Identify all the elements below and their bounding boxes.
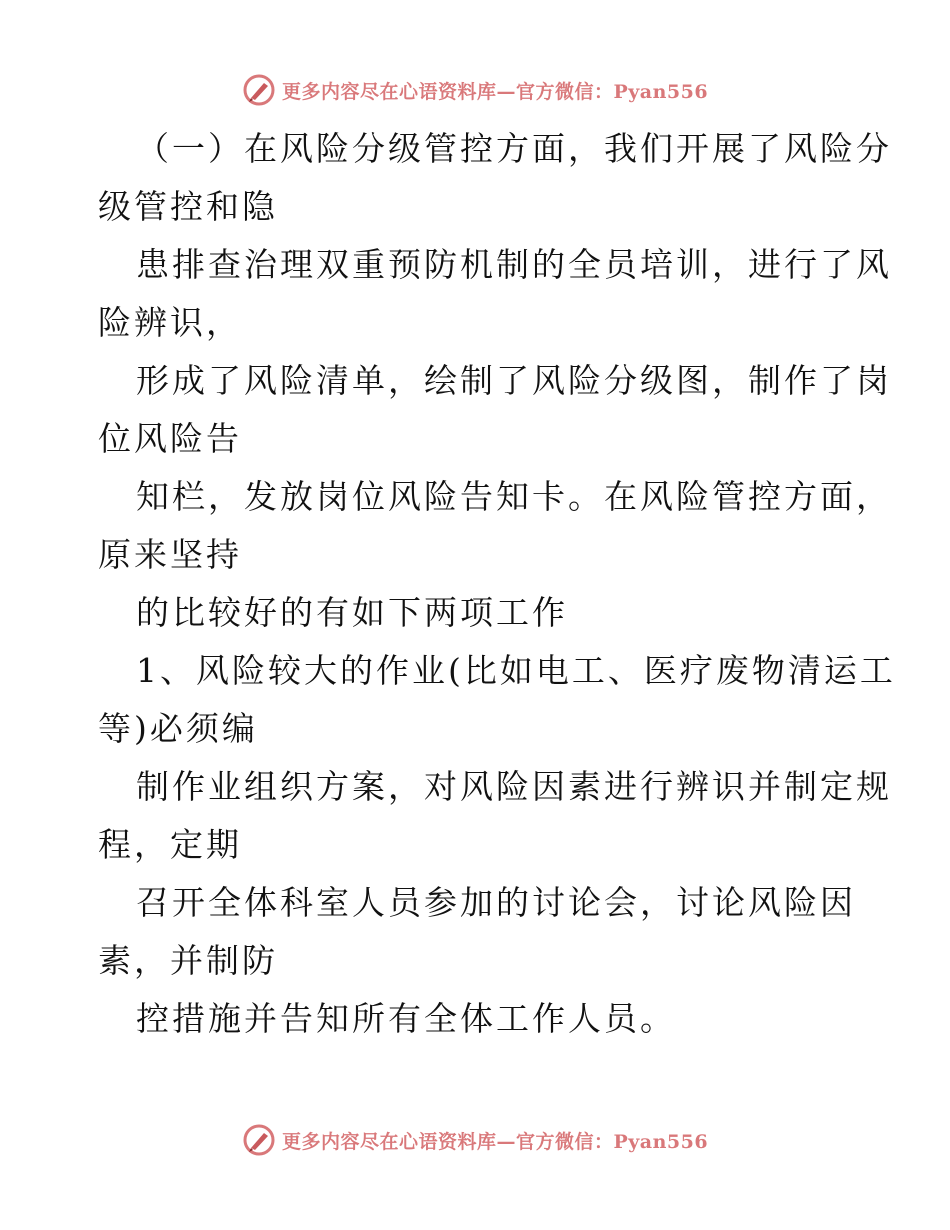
document-body — [98, 120, 896, 1048]
header-watermark — [0, 70, 950, 110]
body-line: 患排查治理双重预防机制的全员培训，进行了风 — [136, 245, 892, 284]
body-line: 位风险告 — [98, 419, 242, 458]
body-line: 召开全体科室人员参加的讨论会，讨论风险因 — [136, 883, 856, 922]
pen-logo-icon — [242, 73, 276, 107]
body-line: 1、风险较大的作业(比如电工、医疗废物清运工 — [136, 651, 896, 690]
body-line: 制作业组织方案，对风险因素进行辨识并制定规 — [136, 767, 892, 806]
body-line: 知栏，发放岗位风险告知卡。在风险管控方面， — [136, 477, 892, 516]
watermark-text: 更多内容尽在心语资料库—官方微信：Pyan556 — [281, 1130, 709, 1153]
body-line: （一）在风险分级管控方面，我们开展了风险分 — [136, 129, 892, 168]
body-line: 素，并制防 — [98, 941, 278, 980]
body-line: 形成了风险清单，绘制了风险分级图，制作了岗 — [136, 361, 892, 400]
body-line: 原来坚持 — [98, 535, 242, 574]
body-line: 级管控和隐 — [98, 187, 278, 226]
body-line: 控措施并告知所有全体工作人员。 — [136, 999, 676, 1038]
pen-logo-icon — [242, 1123, 276, 1157]
footer-watermark — [0, 1120, 950, 1160]
body-line: 等)必须编 — [98, 709, 258, 748]
body-line: 程，定期 — [98, 825, 242, 864]
watermark-text: 更多内容尽在心语资料库—官方微信：Pyan556 — [281, 80, 709, 103]
body-line: 险辨识， — [98, 303, 242, 342]
body-line: 的比较好的有如下两项工作 — [136, 593, 568, 632]
